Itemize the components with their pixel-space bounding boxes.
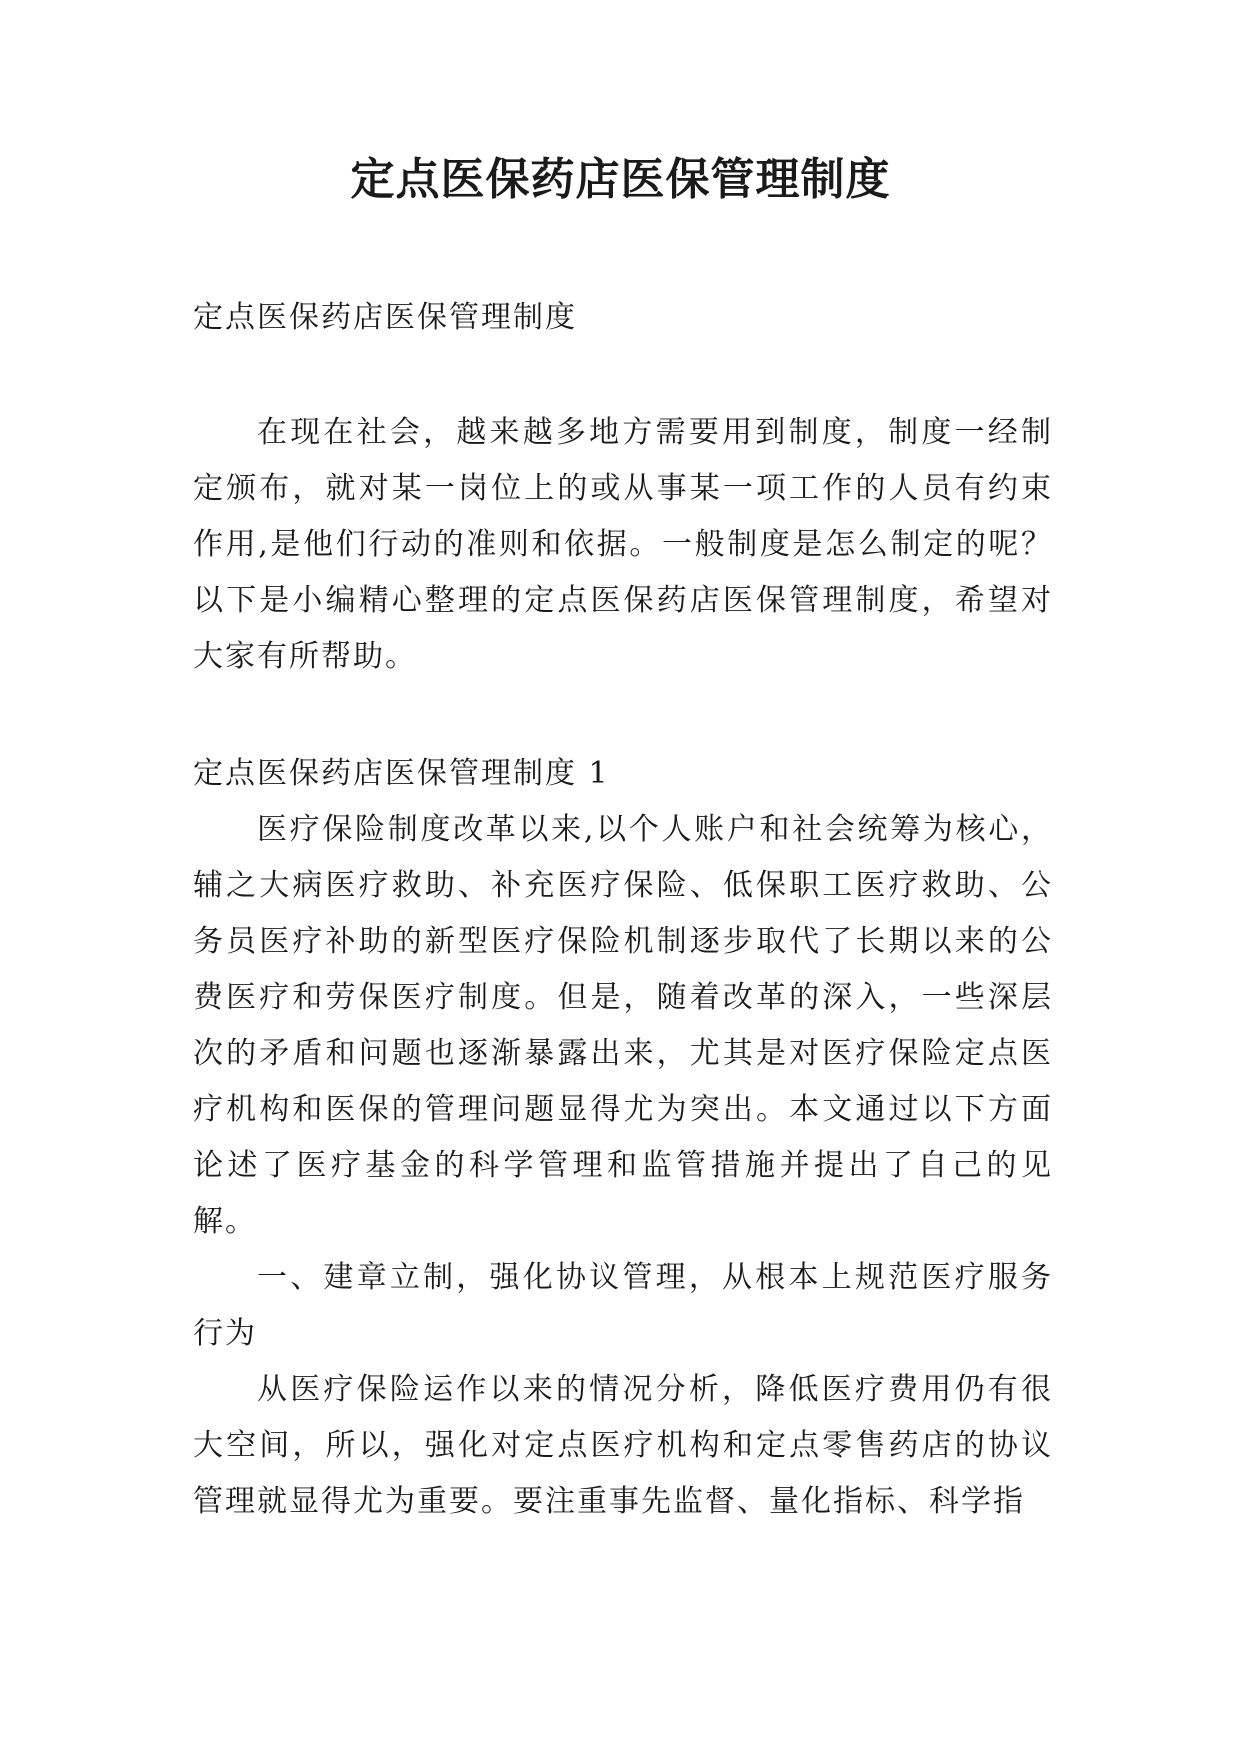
section-1-paragraph-3: 从医疗保险运作以来的情况分析，降低医疗费用仍有很大空间，所以，强化对定点医疗机构和定点零售药店的协议管理就显得尤为重要。要注重事先监督、量化指标、科学指 [193,1372,1053,1519]
intro-paragraph: 在现在社会，越来越多地方需要用到制度，制度一经制定颁布，就对某一岗位上的或从事某一项工作的人员有约束作用,是他们行动的准则和依据。一般制度是怎么制定的呢？以下是小编精心整理的定点医保药店医保管理制度，希望对大家有所帮助。 [193,415,1053,674]
document-subtitle: 定点医保药店医保管理制度 [193,300,577,335]
section-1 [193,746,1053,1530]
section-1-paragraph-1: 医疗保险制度改革以来,以个人账户和社会统筹为核心，辅之大病医疗救助、补充医疗保险、低保职工医疗救助、公务员医疗补助的新型医疗保险机制逐步取代了长期以来的公费医疗和劳保医疗制度。但是，随着改革的深入，一些深层次的矛盾和问题也逐渐暴露出来，尤其是对医疗保险定点医疗机构和医保的管理问题显得尤为突出。本文通过以下方面论述了医疗基金的科学管理和监管措施并提出了自己的见解。 [193,812,1053,1239]
document-title: 定点医保药店医保管理制度 [350,154,891,205]
intro-section [193,405,1053,685]
section-1-paragraph-2: 一、建章立制，强化协议管理，从根本上规范医疗服务行为 [193,1260,1053,1351]
section-1-heading: 定点医保药店医保管理制度 1 [193,756,610,791]
